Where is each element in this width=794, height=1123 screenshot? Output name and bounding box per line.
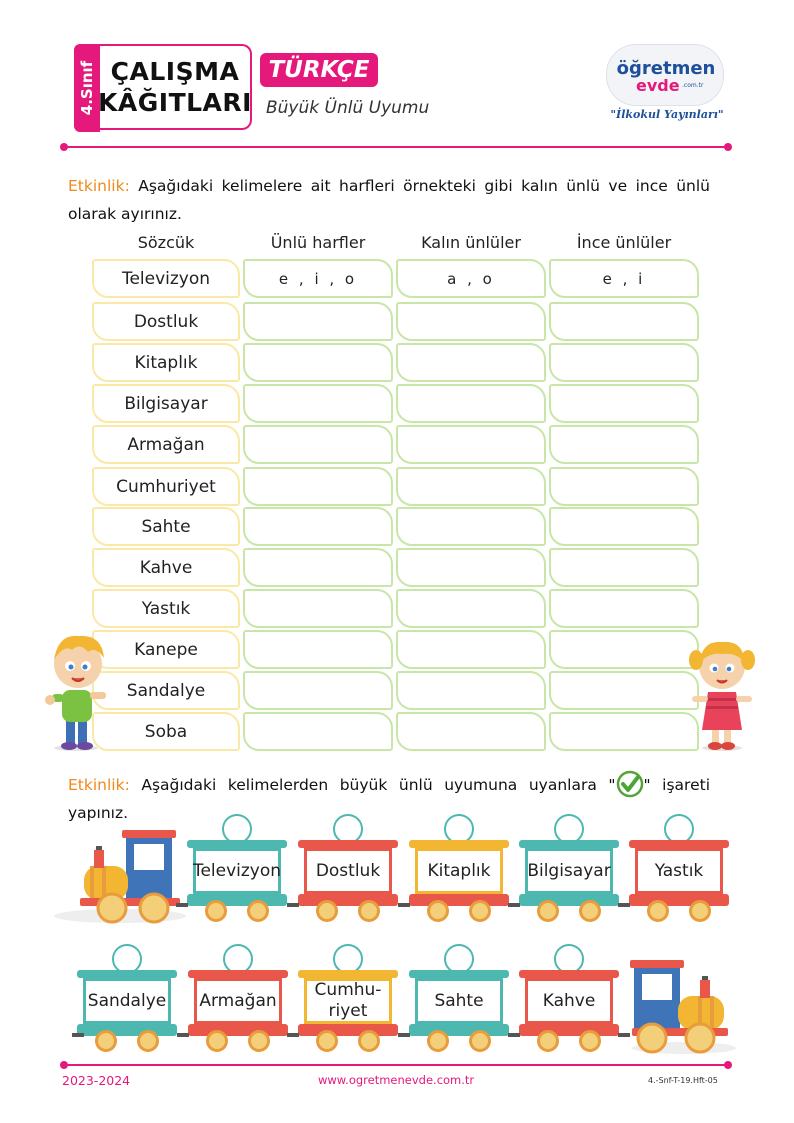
activity2-text-after: " işareti yapınız. [68, 776, 711, 822]
wheel-icon [469, 1030, 491, 1052]
word-cell [92, 302, 240, 341]
wheel-icon [579, 1030, 601, 1052]
coupler [398, 903, 410, 907]
wagon-base [519, 894, 619, 906]
footer-year: 2023-2024 [62, 1073, 131, 1088]
girl-illustration-icon [684, 630, 760, 752]
title-box [100, 44, 252, 130]
word-label: Sahte [141, 516, 191, 537]
train2-wagon-1 [77, 944, 177, 1054]
train2-wagon-4 [409, 944, 509, 1054]
word-label: Cumhuriyet [116, 476, 216, 497]
word-cell [92, 589, 240, 628]
check-circle-icon [616, 770, 644, 798]
wagon-roof [519, 840, 619, 848]
answer-cell-vowels[interactable] [243, 302, 393, 341]
answer-cell-vowels[interactable] [243, 548, 393, 587]
answer-cell-vowels[interactable] [243, 630, 393, 669]
wheel-icon [95, 1030, 117, 1052]
wagon-roof [409, 970, 509, 978]
coupler [508, 1033, 520, 1037]
header-divider [64, 146, 728, 148]
coupler [618, 1033, 630, 1037]
answer-cell-vowels[interactable] [243, 589, 393, 628]
wheel-icon [427, 1030, 449, 1052]
wheel-icon [689, 900, 711, 922]
wagon-label: Televizyon [193, 848, 281, 894]
subject-pill [260, 53, 378, 87]
answer-text: e , i [602, 269, 646, 288]
answer-cell-back[interactable] [396, 259, 546, 298]
answer-text: e , i , o [278, 269, 358, 288]
answer-cell-front[interactable] [549, 507, 699, 546]
train1-wagon-2 [298, 814, 398, 924]
wagon-base [188, 1024, 288, 1036]
coupler [508, 903, 520, 907]
wheel-icon [358, 1030, 380, 1052]
wagon-base [409, 894, 509, 906]
answer-cell-front[interactable] [549, 548, 699, 587]
footer-divider [64, 1064, 728, 1066]
word-label: Dostluk [133, 311, 199, 332]
wheel-icon [247, 900, 269, 922]
train2-wagon-5 [519, 944, 619, 1054]
title-line-2: KÂĞITLARI [98, 88, 252, 117]
answer-cell-vowels[interactable] [243, 259, 393, 298]
answer-cell-front[interactable] [549, 259, 699, 298]
answer-cell-back[interactable] [396, 548, 546, 587]
wheel-icon [137, 1030, 159, 1052]
answer-cell-back[interactable] [396, 343, 546, 382]
logo-tagline: "İlkokul Yayınları" [610, 108, 724, 121]
activity1-text: Aşağıdaki kelimelere ait harfleri örnekteki gibi kalın ünlü ve ince ünlü olarak ayırınız. [68, 177, 710, 223]
wagon-roof [188, 970, 288, 978]
train2-wagon-3 [298, 944, 398, 1054]
wagon-label: Dostluk [304, 848, 392, 894]
wagon-label: Cumhu- riyet [304, 978, 392, 1024]
answer-cell-back[interactable] [396, 630, 546, 669]
word-cell [92, 384, 240, 423]
wheel-icon [316, 1030, 338, 1052]
wagon-roof [187, 840, 287, 848]
wheel-icon [427, 900, 449, 922]
footer-website: www.ogretmenevde.com.tr [318, 1073, 475, 1087]
wheel-icon [579, 900, 601, 922]
word-label: Soba [144, 721, 188, 742]
wagon-roof [298, 840, 398, 848]
grade-tab [74, 44, 100, 132]
publisher-logo [606, 44, 724, 130]
wheel-icon [205, 900, 227, 922]
wheel-icon [537, 1030, 559, 1052]
wheel-icon [206, 1030, 228, 1052]
coupler [398, 1033, 410, 1037]
word-cell [92, 259, 240, 298]
train1-wagon-5 [629, 814, 729, 924]
wheel-icon [358, 900, 380, 922]
word-label: Sandalye [126, 680, 206, 701]
word-label: Bilgisayar [124, 393, 208, 414]
activity2-text-before: Aşağıdaki kelimelerden büyük ünlü uyumuna uyanlara " [129, 776, 616, 794]
answer-cell-front[interactable] [549, 671, 699, 710]
answer-cell-front[interactable] [549, 384, 699, 423]
answer-cell-front[interactable] [549, 343, 699, 382]
word-cell [92, 712, 240, 751]
answer-cell-back[interactable] [396, 507, 546, 546]
logo-line-2: evde [636, 76, 680, 95]
wheel-icon [469, 900, 491, 922]
wagon-base [409, 1024, 509, 1036]
boy-illustration-icon [44, 628, 110, 752]
wagon-label: Kahve [525, 978, 613, 1024]
word-cell [92, 467, 240, 506]
answer-cell-back[interactable] [396, 425, 546, 464]
subject-label: TÜRKÇE [268, 57, 370, 83]
wheel-icon [537, 900, 559, 922]
wagon-base [298, 1024, 398, 1036]
title-line-1: ÇALIŞMA [110, 57, 240, 86]
answer-cell-front[interactable] [549, 630, 699, 669]
answer-cell-vowels[interactable] [243, 507, 393, 546]
word-label: Kanepe [134, 639, 198, 660]
coupler [177, 1033, 189, 1037]
answer-cell-front[interactable] [549, 589, 699, 628]
wagon-base [519, 1024, 619, 1036]
answer-cell-vowels[interactable] [243, 671, 393, 710]
answer-cell-front[interactable] [549, 425, 699, 464]
wheel-icon [248, 1030, 270, 1052]
wheel-icon [647, 900, 669, 922]
answer-cell-back[interactable] [396, 384, 546, 423]
table-header-3: Kalın ünlüler [421, 233, 521, 252]
word-cell [92, 630, 240, 669]
wagon-base [187, 894, 287, 906]
locomotive-right-icon [628, 956, 738, 1056]
train2-wagon-2 [188, 944, 288, 1054]
wagon-label: Armağan [194, 978, 282, 1024]
train1-wagon-4 [519, 814, 619, 924]
footer-code: 4.-Snf-T-19.Hft-05 [648, 1076, 718, 1085]
answer-cell-vowels[interactable] [243, 343, 393, 382]
answer-cell-back[interactable] [396, 712, 546, 751]
word-label: Kitaplık [134, 352, 198, 373]
coupler [287, 903, 299, 907]
answer-cell-back[interactable] [396, 589, 546, 628]
activity1-instruction [68, 172, 710, 228]
word-label: Kahve [139, 557, 193, 578]
answer-cell-front[interactable] [549, 712, 699, 751]
answer-cell-vowels[interactable] [243, 712, 393, 751]
table-header-2: Ünlü harfler [270, 233, 366, 252]
wagon-roof [298, 970, 398, 978]
wagon-base [77, 1024, 177, 1036]
coupler [176, 903, 188, 907]
word-cell [92, 548, 240, 587]
wagon-base [629, 894, 729, 906]
answer-cell-front[interactable] [549, 302, 699, 341]
word-label: Yastık [141, 598, 191, 619]
activity1-label: Etkinlik: [68, 177, 130, 195]
wagon-label: Sandalye [83, 978, 171, 1024]
logo-domain: .com.tr [682, 82, 704, 89]
locomotive-left-icon [50, 826, 186, 926]
coupler [618, 903, 630, 907]
wagon-base [298, 894, 398, 906]
wagon-roof [629, 840, 729, 848]
answer-cell-front[interactable] [549, 467, 699, 506]
word-cell [92, 671, 240, 710]
answer-text: a , o [447, 269, 495, 288]
wagon-roof [519, 970, 619, 978]
wagon-label: Yastık [635, 848, 723, 894]
train1-wagon-3 [409, 814, 509, 924]
wheel-icon [316, 900, 338, 922]
logo-line-1: öğretmen [616, 58, 716, 79]
coupler [72, 1033, 84, 1037]
coupler [287, 1033, 299, 1037]
answer-cell-back[interactable] [396, 302, 546, 341]
grade-label: 4.Sınıf [78, 60, 96, 116]
activity2-label: Etkinlik: [68, 776, 130, 794]
wagon-roof [409, 840, 509, 848]
answer-cell-vowels[interactable] [243, 467, 393, 506]
answer-cell-vowels[interactable] [243, 384, 393, 423]
topic-title: Büyük Ünlü Uyumu [266, 98, 430, 118]
word-label: Televizyon [121, 268, 211, 289]
word-label: Armağan [127, 434, 205, 455]
wagon-label: Bilgisayar [525, 848, 613, 894]
answer-cell-back[interactable] [396, 467, 546, 506]
wagon-label: Kitaplık [415, 848, 503, 894]
word-cell [92, 507, 240, 546]
table-header-1: Sözcük [137, 233, 195, 252]
word-cell [92, 425, 240, 464]
train1-wagon-1 [187, 814, 287, 924]
wagon-roof [77, 970, 177, 978]
table-header-4: İnce ünlüler [576, 233, 672, 252]
wagon-label: Sahte [415, 978, 503, 1024]
answer-cell-back[interactable] [396, 671, 546, 710]
word-cell [92, 343, 240, 382]
answer-cell-vowels[interactable] [243, 425, 393, 464]
